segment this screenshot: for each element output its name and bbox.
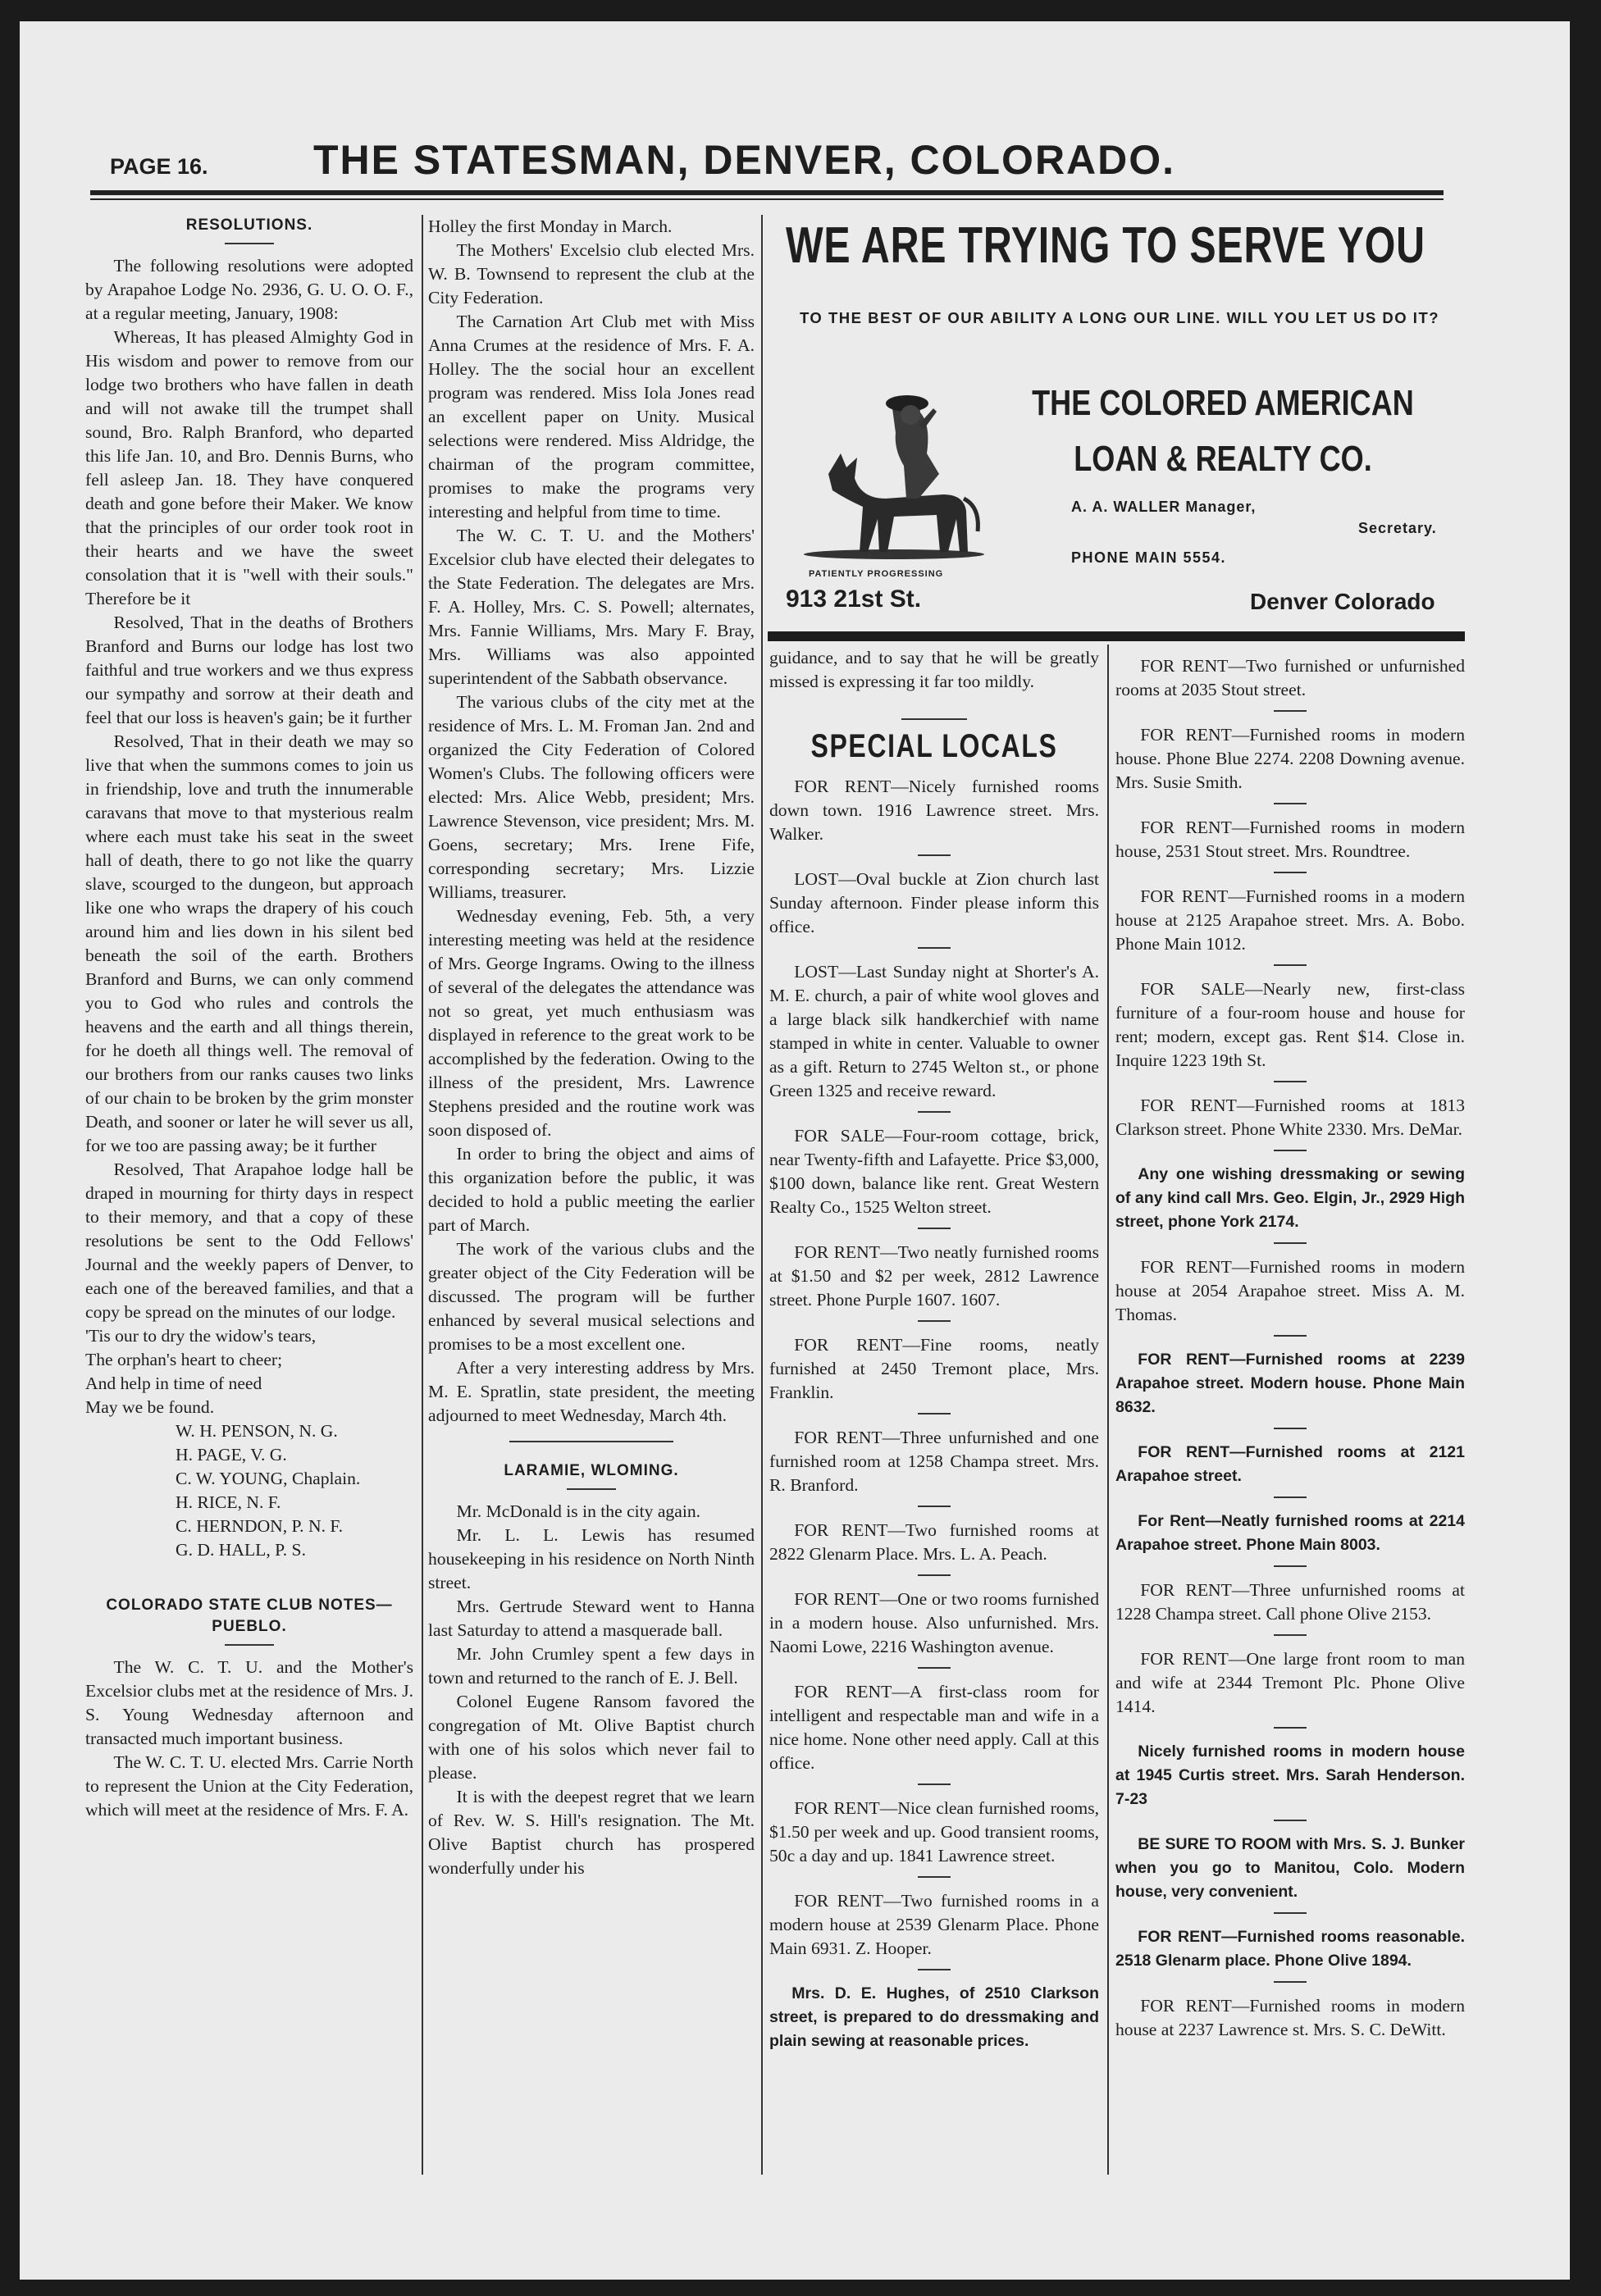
ad-subline: TO THE BEST OF OUR ABILITY A LONG OUR LINE. WILL YOU LET US DO IT? (799, 309, 1440, 326)
classified-ad: LOST—Oval buckle at Zion church last Sunday afternoon. Finder please inform this office. (769, 869, 1099, 936)
classified-ad: BE SURE TO ROOM with Mrs. S. J. Bunker when you go to Manitou, Colo. Modern house, very convenient. (1115, 1835, 1465, 1901)
paragraph: The Mothers' Excelsio club elected Mrs. W. B. Townsend to represent the club at the City Federation. (428, 240, 755, 308)
paragraph: The Carnation Art Club met with Miss Anna Crumes at the residence of Mrs. F. A. Holley. The the social hour an excellent program was rendered. Miss Iola Jones read an excellent paper on Unity. Musical selections were rendered. Miss Aldridge, the chairman of the program committee, promises to make the programs very interesting and helpful from time to time. (428, 312, 755, 522)
divider (918, 1667, 951, 1669)
continued-text (769, 646, 1099, 694)
paragraph: After a very interesting address by Mrs. M. E. Spratlin, state president, the meeting adjourned to meet Wednesday, March 4th. (428, 1358, 755, 1425)
divider (1274, 1820, 1307, 1821)
signature-line: G. D. HALL, P. S. (176, 1540, 306, 1560)
divider (918, 1506, 951, 1507)
paragraph: guidance, and to say that he will be greatly missed is expressing it far too mildly. (769, 648, 1099, 691)
divider (1274, 1981, 1307, 1983)
paragraph: Resolved, That in their death we may so live that when the summons comes to join us in friendship, love and truth the innumerable caravans that move to that mysterious realm where each must take his seat in the sweet hall of death, there to go not like the quarry slave, scourged to the dungeon, but approach like one who wraps the drapery of his couch around him and lies down in his silent bed beneath the soil of the earth. Brothers Branford and Burns, we can only commend you to God who rules and controls the heavens and the earth and all things therein, for he doeth all things well. The removal of our brothers from our ranks causes two links of our chain to be broken by the grim monster Death, and sooner or later he will sever us all, for we too are passing away; be it further (85, 731, 413, 1155)
classified-ad: FOR RENT—Furnished rooms reasonable. 2518 Glenarm place. Phone Olive 1894. (1115, 1928, 1465, 1970)
signature-line: H. PAGE, V. G. (176, 1445, 287, 1465)
masthead-rule (90, 190, 1444, 195)
classified-ad: FOR RENT—One or two rooms furnished in a modern house. Also unfurnished. Mrs. Naomi Lowe, 2216 Washington avenue. (769, 1589, 1099, 1656)
divider (918, 1228, 951, 1229)
paragraph: The work of the various clubs and the greater object of the City Federation will be discussed. The program will be further enhanced by several musical selections and promises to be a most excellent one. (428, 1239, 755, 1354)
paragraph: It is with the deepest regret that we learn of Rev. W. S. Hill's resignation. The Mt. Olive Baptist church has prospered wonderfully under his (428, 1787, 755, 1878)
resolutions-body (85, 254, 413, 1324)
divider (918, 1784, 951, 1785)
club-notes-heading: COLORADO STATE CLUB NOTES— PUEBLO. (106, 1597, 393, 1635)
paragraph: The following resolutions were adopted by Arapahoe Lodge No. 2936, G. U. O. O. F., at a regular meeting, January, 1908: (85, 256, 413, 323)
divider (918, 1574, 951, 1576)
ad-manager: A. A. WALLER Manager, (1071, 499, 1257, 515)
club-notes-body (85, 1656, 413, 1822)
paragraph: Mr. L. L. Lewis has resumed housekeeping in his residence on North Ninth street. (428, 1525, 755, 1592)
divider (918, 947, 951, 949)
classified-ad: Mrs. D. E. Hughes, of 2510 Clarkson street, is prepared to do dressmaking and plain sewing at reasonable prices. (769, 1984, 1099, 2050)
classified-ad: FOR SALE—Nearly new, first-class furniture of a four-room house and house for rent; modern, except gas. Rent $14. Close in. Inquire 1223 19th St. (1115, 979, 1465, 1070)
classified-ad: FOR RENT—Furnished rooms in a modern house at 2125 Arapahoe street. Mrs. A. Bobo. Phone Main 1012. (1115, 886, 1465, 954)
classified-ad: FOR RENT—Furnished rooms at 2239 Arapahoe street. Modern house. Phone Main 8632. (1115, 1351, 1465, 1416)
classified-ad: FOR RENT—Nice clean furnished rooms, $1.50 per week and up. Good transient rooms, 50c a day and up. 1841 Lawrence street. (769, 1798, 1099, 1866)
classified-list-right (1115, 654, 1465, 2042)
divider (918, 1111, 951, 1113)
classified-ad: FOR SALE—Four-room cottage, brick, near Twenty-fifth and Lafayette. Price $3,000, $100 down, balance like rent. Great Western Realty Co., 1525 Welton street. (769, 1126, 1099, 1217)
classified-ad: Nicely furnished rooms in modern house at 1945 Curtis street. Mrs. Sarah Henderson. 7-23 (1115, 1742, 1465, 1808)
classified-ad: FOR RENT—Three unfurnished rooms at 1228 Champa street. Call phone Olive 2153. (1115, 1580, 1465, 1624)
resolutions-heading: RESOLUTIONS. (185, 216, 313, 234)
divider (1274, 803, 1307, 804)
divider (1274, 1335, 1307, 1337)
divider (918, 1969, 951, 1970)
poem-line: May we be found. (85, 1397, 215, 1417)
classified-ad: Any one wishing dressmaking or sewing of any kind call Mrs. Geo. Elgin, Jr., 2929 High street, phone York 2174. (1115, 1165, 1465, 1231)
ad-headline: WE ARE TRYING TO SERVE YOU (786, 217, 1425, 274)
divider (918, 1876, 951, 1878)
column-rule-2 (761, 215, 763, 2175)
paragraph: Colonel Eugene Ransom favored the congregation of Mt. Olive Baptist church with one of his solos which never fail to please. (428, 1692, 755, 1783)
paragraph: Holley the first Monday in March. (428, 216, 673, 236)
classified-ad: FOR RENT—Nicely furnished rooms down town. 1916 Lawrence street. Mrs. Walker. (769, 777, 1099, 844)
ad-city: Denver Colorado (1250, 589, 1435, 614)
masthead (92, 126, 1486, 200)
classified-ad: FOR RENT—Two furnished rooms at 2822 Glenarm Place. Mrs. L. A. Peach. (769, 1520, 1099, 1564)
paragraph: Mrs. Gertrude Steward went to Hanna last Saturday to attend a masquerade ball. (428, 1597, 755, 1640)
signature-line: H. RICE, N. F. (176, 1492, 281, 1512)
divider (1274, 964, 1307, 966)
page-number: PAGE 16. (110, 154, 208, 179)
poem-line: And help in time of need (85, 1374, 262, 1393)
club-news-body (428, 215, 755, 1428)
divider (225, 243, 274, 244)
classified-ad: FOR RENT—Fine rooms, neatly furnished at 2450 Tremont place, Mrs. Franklin. (769, 1335, 1099, 1402)
paragraph: The W. C. T. U. and the Mothers' Excelsior club have elected their delegates to the State Federation. The delegates are Mrs. F. A. Holley, Mrs. C. S. Powell; alternates, Mrs. Fannie Williams, Mrs. Mary F. Bray, Mrs. Williams was also appointed superintendent of the Sabbath observance. (428, 526, 755, 688)
divider (1274, 1242, 1307, 1244)
divider (918, 854, 951, 856)
newspaper-page (20, 21, 1570, 2280)
classified-ad: For Rent—Neatly furnished rooms at 2214 Arapahoe street. Phone Main 8003. (1115, 1512, 1465, 1554)
ad-address: 913 21st St. (786, 585, 922, 613)
divider (918, 1413, 951, 1414)
column-rule-3 (1107, 645, 1109, 2175)
divider (1274, 1150, 1307, 1151)
paragraph: Resolved, That Arapahoe lodge hall be draped in mourning for thirty days in respect to their memory, and that a copy of these resolutions be sent to the Odd Fellows' Journal and the weekly papers of Denver, to each one of the bereaved families, and that a copy be spread on the minutes of our lodge. (85, 1159, 413, 1322)
divider (1274, 1634, 1307, 1636)
divider (901, 718, 967, 720)
classified-ad: FOR RENT—Two furnished or unfurnished rooms at 2035 Stout street. (1115, 656, 1465, 699)
classified-ad: FOR RENT—Two neatly furnished rooms at $1.50 and $2 per week, 2812 Lawrence street. Phone Purple 1607. 1607. (769, 1242, 1099, 1310)
classified-ad: LOST—Last Sunday night at Shorter's A. M. E. church, a pair of white wool gloves and a large black silk handkerchief with name stamped in white in center. Valuable to owner as a gift. Return to 2745 Welton st., or phone Green 1325 and receive reward. (769, 962, 1099, 1100)
signature-line: C. W. YOUNG, Chaplain. (176, 1469, 361, 1488)
classified-list (769, 775, 1099, 2053)
paragraph: Whereas, It has pleased Almighty God in His wisdom and power to remove from our lodge two brothers who have fallen in death and will not awake till the trumpet shall sound, Bro. Ralph Branford, who departed this life Jan. 10, and Bro. Dennis Burns, who fell asleep Jan. 18. They have conquered death and gone before their Maker. We know that the principles of our order took root in their hearts and we have the sweet consolation that it is "well with their souls." Therefore be it (85, 327, 413, 608)
poem-line: The orphan's heart to cheer; (85, 1350, 283, 1369)
divider (1274, 1428, 1307, 1429)
resolutions-signatures (85, 1419, 413, 1562)
ad-tagline: PATIENTLY PROGRESSING (809, 569, 944, 579)
divider (1274, 1727, 1307, 1729)
column-classifieds (1115, 654, 1465, 2057)
paragraph: The W. C. T. U. elected Mrs. Carrie North to represent the Union at the City Federation, which will meet at the residence of Mrs. F. A. (85, 1752, 413, 1820)
divider (1274, 872, 1307, 873)
divider (509, 1441, 673, 1442)
resolutions-poem (85, 1324, 413, 1419)
paragraph: Wednesday evening, Feb. 5th, a very interesting meeting was held at the residence of Mrs. George Ingrams. Owing to the illness of several of the delegates the attendance was not so great, yet much enthusiasm was displayed in reference to the great work to be accomplished by the federation. Owing to the illness of the president, Mrs. Lawrence Stephens presided and the routine work was soon disposed of. (428, 906, 755, 1140)
column-rule-1 (422, 215, 423, 2175)
paragraph: In order to bring the object and aims of this organization before the public, it was decided to hold a public meeting the earlier part of March. (428, 1144, 755, 1235)
classified-ad: FOR RENT—Furnished rooms at 1813 Clarkson street. Phone White 2330. Mrs. DeMar. (1115, 1096, 1465, 1139)
paragraph: Mr. McDonald is in the city again. (456, 1501, 701, 1521)
signature-line: C. HERNDON, P. N. F. (176, 1516, 344, 1536)
divider (1274, 710, 1307, 712)
paragraph: The various clubs of the city met at the residence of Mrs. L. M. Froman Jan. 2nd and organized the City Federation of Colored Women's Clubs. The following officers were elected: Mrs. Alice Webb, president; Mrs. Lawrence Stevenson, vice president; Mrs. M. Goens, secretary; Mrs. Irene Fife, corresponding secretary; Mrs. Lizzie Williams, treasurer. (428, 692, 755, 902)
paragraph: Mr. John Crumley spent a few days in town and returned to the ranch of E. J. Bell. (428, 1644, 755, 1688)
column-resolutions (85, 215, 413, 1822)
classified-ad: FOR RENT—Furnished rooms in modern house at 2237 Lawrence st. Mrs. S. C. DeWitt. (1115, 1996, 1465, 2039)
divider (567, 1488, 616, 1490)
ad-phone: PHONE MAIN 5554. (1071, 549, 1227, 566)
laramie-heading: LARAMIE, WLOMING. (504, 1462, 679, 1479)
paragraph: Resolved, That in the deaths of Brothers Branford and Burns our lodge has lost two faithful and true workers and we thus express our sympathy and sorrow at their death and feel that our loss is heaven's gain; be it further (85, 613, 413, 727)
divider (225, 1644, 274, 1646)
classified-ad: FOR RENT—Furnished rooms in modern house, 2531 Stout street. Mrs. Roundtree. (1115, 818, 1465, 861)
divider (1274, 1496, 1307, 1498)
ad-company-name: THE COLORED AMERICAN LOAN & REALTY CO. (1032, 383, 1414, 479)
signature-line: W. H. PENSON, N. G. (176, 1421, 338, 1441)
divider (1274, 1912, 1307, 1914)
newspaper-title: THE STATESMAN, DENVER, COLORADO. (313, 137, 1176, 183)
masthead-rule-thin (90, 198, 1444, 200)
classified-ad: FOR RENT—Three unfurnished and one furnished room at 1258 Champa street. Mrs. R. Branford. (769, 1428, 1099, 1495)
classified-ad: FOR RENT—Furnished rooms in modern house. Phone Blue 2274. 2208 Downing avenue. Mrs. Susie Smith. (1115, 725, 1465, 792)
divider (1274, 1081, 1307, 1082)
paragraph: The W. C. T. U. and the Mother's Excelsior clubs met at the residence of Mrs. J. S. Young Wednesday afternoon and transacted much important business. (85, 1657, 413, 1748)
classified-ad: FOR RENT—Two furnished rooms in a modern house at 2539 Glenarm Place. Phone Main 6931. Z. Hooper. (769, 1891, 1099, 1958)
classified-ad: FOR RENT—Furnished rooms at 2121 Arapahoe street. (1115, 1443, 1465, 1485)
divider (918, 1320, 951, 1322)
special-locals-title: SPECIAL LOCALS (810, 728, 1058, 764)
ad-bottom-rule (768, 631, 1465, 641)
classified-ad: FOR RENT—Furnished rooms in modern house at 2054 Arapahoe street. Miss A. M. Thomas. (1115, 1257, 1465, 1324)
man-riding-mule-illustration (796, 376, 992, 564)
loan-realty-advertisement (768, 215, 1469, 641)
laramie-body (428, 1500, 755, 1880)
classified-ad: FOR RENT—One large front room to man and wife at 2344 Tremont Plc. Phone Olive 1414. (1115, 1649, 1465, 1716)
ad-secretary: Secretary. (1358, 520, 1437, 536)
divider (1274, 1565, 1307, 1567)
classified-ad: FOR RENT—A first-class room for intelligent and respectable man and wife in a nice home. None other need apply. Call at this office. (769, 1682, 1099, 1773)
poem-line: 'Tis our to dry the widow's tears, (85, 1326, 317, 1346)
column-special-locals (769, 646, 1099, 2068)
column-club-news (428, 215, 755, 1880)
